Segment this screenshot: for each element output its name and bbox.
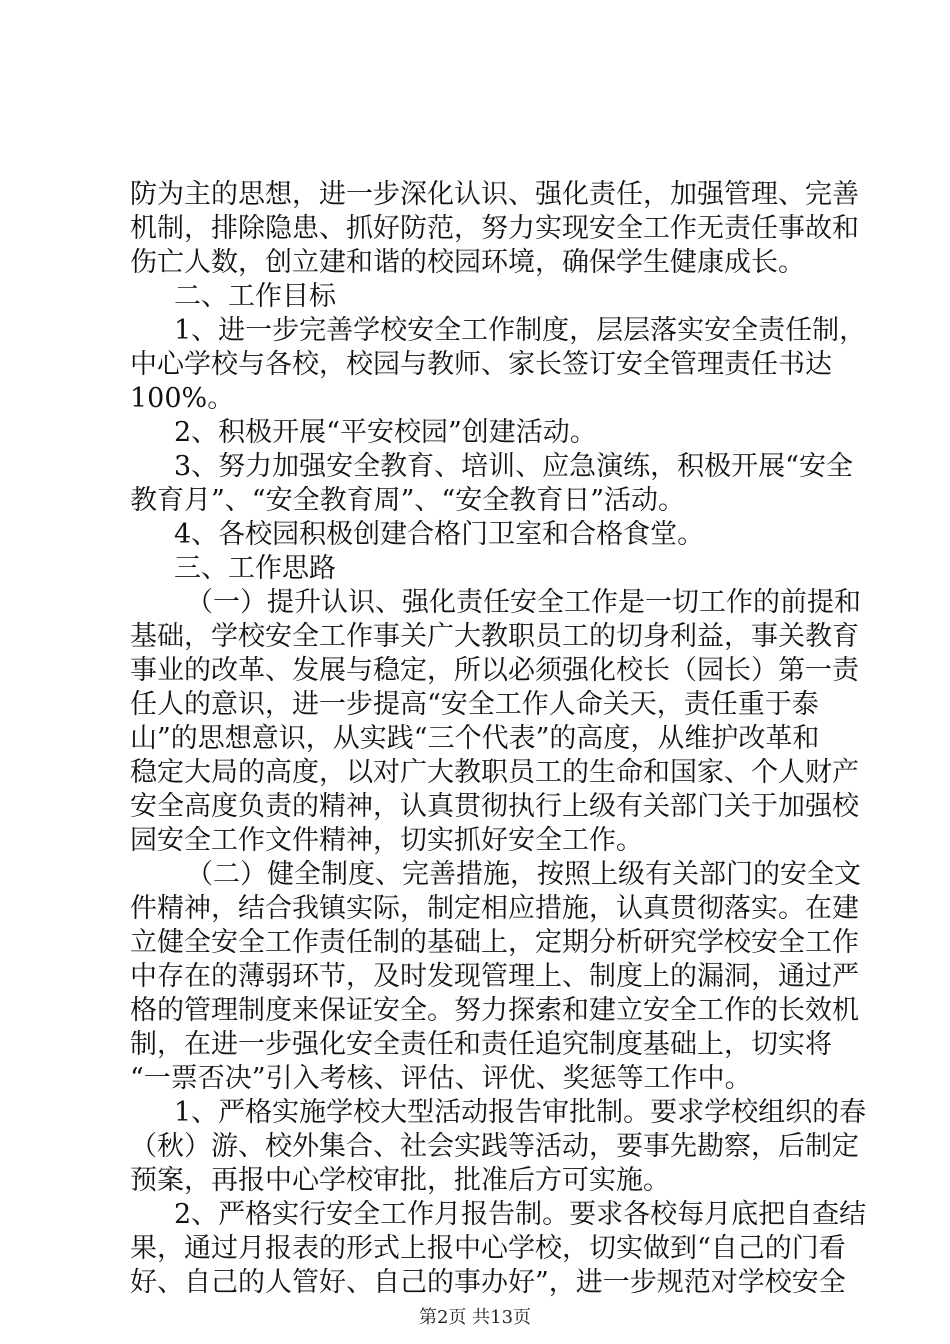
body-text-line: 园安全工作文件精神，切实抓好安全工作。 xyxy=(130,825,643,856)
body-text-line: 果，通过月报表的形式上报中心学校，切实做到“自己的门看 xyxy=(130,1233,846,1264)
body-text-line: （秋）游、校外集合、社会实践等活动，要事先勘察，后制定 xyxy=(130,1131,859,1162)
body-text-line: 防为主的思想，进一步深化认识、强化责任，加强管理、完善 xyxy=(130,179,859,210)
body-text-line: 基础，学校安全工作事关广大教职员工的切身利益，事关教育 xyxy=(130,621,859,652)
body-text-line: 2、积极开展“平安校园”创建活动。 xyxy=(174,417,597,448)
body-text-line: 2、严格实行安全工作月报告制。要求各校每月底把自查结 xyxy=(174,1199,867,1230)
body-text-line: 安全高度负责的精神，认真贯彻执行上级有关部门关于加强校 xyxy=(130,791,859,822)
body-text-line: 3、努力加强安全教育、培训、应急演练，积极开展“安全 xyxy=(174,451,853,482)
body-text-line: 稳定大局的高度，以对广大教职员工的生命和国家、个人财产 xyxy=(130,757,859,788)
body-text-line: 任人的意识，进一步提高“安全工作人命关天，责任重于泰 xyxy=(130,689,819,720)
body-text-line: “一票否决”引入考核、评估、评优、奖惩等工作中。 xyxy=(130,1063,752,1094)
body-text-line: 制，在进一步强化安全责任和责任追究制度基础上，切实将 xyxy=(130,1029,832,1060)
body-text-line: 伤亡人数，创立建和谐的校园环境，确保学生健康成长。 xyxy=(130,247,805,278)
body-text-line: 预案，再报中心学校审批，批准后方可实施。 xyxy=(130,1165,670,1196)
body-text-line: 好、自己的人管好、自己的事办好”，进一步规范对学校安全 xyxy=(130,1267,846,1298)
body-text-line: 1、严格实施学校大型活动报告审批制。要求学校组织的春 xyxy=(174,1097,867,1128)
body-text-line: （一）提升认识、强化责任安全工作是一切工作的前提和 xyxy=(186,587,861,618)
body-text-line: 4、各校园积极创建合格门卫室和合格食堂。 xyxy=(174,519,705,550)
body-text-line: 教育月”、“安全教育周”、“安全教育日”活动。 xyxy=(130,485,686,516)
body-text-line: 中心学校与各校，校园与教师、家长签订安全管理责任书达 xyxy=(130,349,832,380)
body-text-line: 立健全安全工作责任制的基础上，定期分析研究学校安全工作 xyxy=(130,927,859,958)
body-text-line: 中存在的薄弱环节，及时发现管理上、制度上的漏洞，通过严 xyxy=(130,961,859,992)
body-text-line: 100%。 xyxy=(130,383,235,414)
body-text-line: 山”的思想意识，从实践“三个代表”的高度，从维护改革和 xyxy=(130,723,820,754)
body-text-line: 1、进一步完善学校安全工作制度，层层落实安全责任制， xyxy=(174,315,867,346)
page-number-footer: 第2页 共13页 xyxy=(418,1307,532,1328)
section-heading: 三、工作思路 xyxy=(174,553,336,584)
body-text-line: 件精神，结合我镇实际，制定相应措施，认真贯彻落实。在建 xyxy=(130,893,859,924)
body-text-line: 机制，排除隐患、抓好防范，努力实现安全工作无责任事故和 xyxy=(130,213,859,244)
section-heading: 二、工作目标 xyxy=(174,281,336,312)
body-text-line: 格的管理制度来保证安全。努力探索和建立安全工作的长效机 xyxy=(130,995,859,1026)
body-text-line: 事业的改革、发展与稳定，所以必须强化校长（园长）第一责 xyxy=(130,655,859,686)
body-text-line: （二）健全制度、完善措施，按照上级有关部门的安全文 xyxy=(186,859,861,890)
